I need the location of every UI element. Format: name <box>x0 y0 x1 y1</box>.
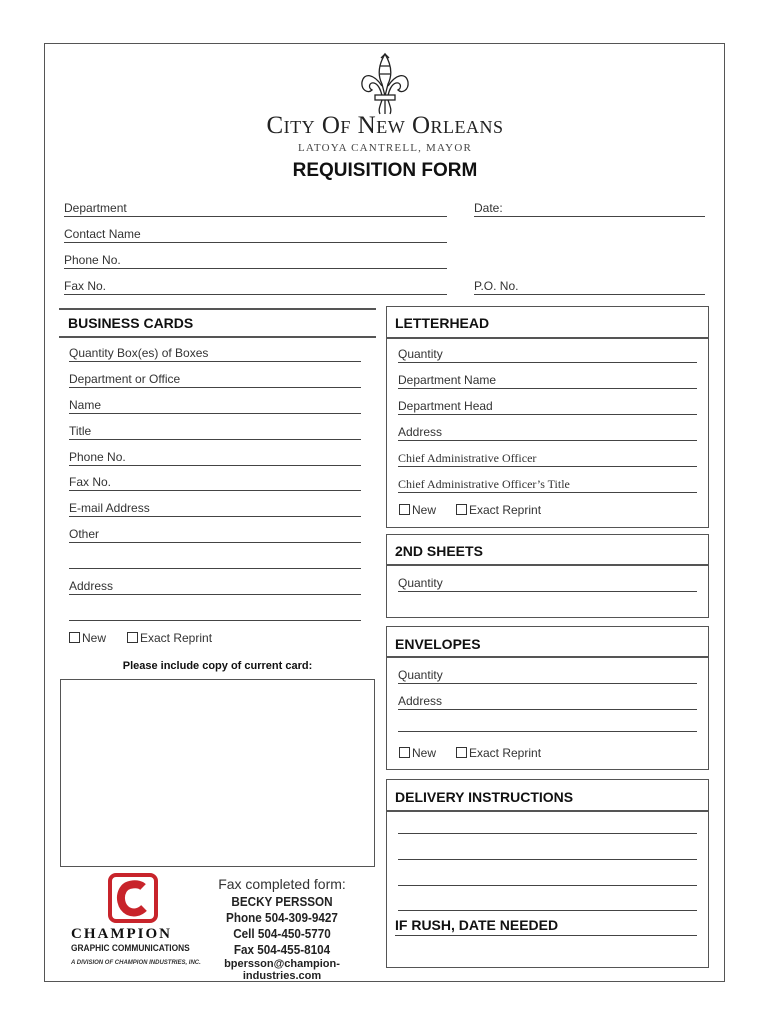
env-reprint-label: Exact Reprint <box>469 746 542 760</box>
checkbox-icon <box>69 632 80 643</box>
env-address-field[interactable] <box>398 694 697 710</box>
business-cards-rule-bottom <box>59 336 376 338</box>
card-copy-box[interactable] <box>60 679 375 867</box>
checkbox-icon <box>127 632 138 643</box>
fax-field[interactable] <box>64 279 447 295</box>
letterhead-box <box>386 306 709 528</box>
contact-name-field[interactable] <box>64 227 447 243</box>
fleur-de-lis-icon <box>358 52 412 116</box>
checkbox-icon <box>456 504 467 515</box>
lh-cao-field[interactable] <box>398 451 697 467</box>
letterhead-title: LETTERHEAD <box>395 315 490 331</box>
rush-date-label: IF RUSH, DATE NEEDED <box>395 917 559 933</box>
contact-email[interactable]: bpersson@champion-industries.com <box>224 958 340 982</box>
phone-field[interactable] <box>64 253 447 269</box>
ss-quantity-field[interactable] <box>398 576 697 592</box>
bc-fax-field[interactable] <box>69 475 361 491</box>
bc-address-line-2[interactable] <box>69 620 361 621</box>
delivery-title: DELIVERY INSTRUCTIONS <box>395 789 574 805</box>
department-field[interactable] <box>64 201 447 217</box>
lh-reprint-label: Exact Reprint <box>469 503 542 517</box>
bc-other-line-2[interactable] <box>69 568 361 569</box>
lh-reprint-checkbox[interactable] <box>456 503 541 517</box>
env-new-checkbox[interactable] <box>399 746 436 760</box>
env-quantity-field[interactable] <box>398 668 697 684</box>
business-cards-title: BUSINESS CARDS <box>68 315 194 331</box>
env-new-label: New <box>412 746 437 760</box>
lh-department-label: Department Name <box>398 373 497 387</box>
ss-quantity-label: Quantity <box>398 576 443 590</box>
env-address-label: Address <box>398 694 443 708</box>
lh-address-label: Address <box>398 425 443 439</box>
date-label: Date: <box>474 201 503 215</box>
champion-logo-icon <box>107 872 159 924</box>
delivery-line-4[interactable] <box>398 910 697 911</box>
contact-phone: Phone 504-309-9427 <box>226 910 338 925</box>
letterhead-rule <box>386 337 709 339</box>
bc-name-label: Name <box>69 398 102 412</box>
lh-head-field[interactable] <box>398 399 697 415</box>
bc-title-label: Title <box>69 424 92 438</box>
lh-cao-label: Chief Administrative Officer <box>398 451 537 465</box>
bc-title-field[interactable] <box>69 424 361 440</box>
bc-other-field[interactable] <box>69 527 361 543</box>
delivery-box <box>386 779 709 968</box>
envelopes-title: ENVELOPES <box>395 636 481 652</box>
lh-head-label: Department Head <box>398 399 493 413</box>
bc-department-label: Department or Office <box>69 372 181 386</box>
second-sheets-rule <box>386 564 709 566</box>
champion-subtitle: GRAPHIC COMMUNICATIONS <box>71 943 190 954</box>
bc-name-field[interactable] <box>69 398 361 414</box>
env-address-line-2[interactable] <box>398 731 697 732</box>
contact-cell: Cell 504-450-5770 <box>233 926 331 941</box>
form-title: REQUISITION FORM <box>292 160 478 181</box>
checkbox-icon <box>456 747 467 758</box>
contact-name-label: Contact Name <box>64 227 141 241</box>
lh-new-checkbox[interactable] <box>399 503 436 517</box>
champion-name: CHAMPION <box>71 926 172 942</box>
env-quantity-label: Quantity <box>398 668 443 682</box>
po-number-field[interactable] <box>474 279 705 295</box>
bc-phone-label: Phone No. <box>69 450 126 464</box>
date-field[interactable] <box>474 201 705 217</box>
bc-reprint-checkbox[interactable] <box>127 631 212 645</box>
lh-new-label: New <box>412 503 437 517</box>
bc-department-field[interactable] <box>69 372 361 388</box>
env-reprint-checkbox[interactable] <box>456 746 541 760</box>
bc-address-field[interactable] <box>69 579 361 595</box>
lh-cao-title-field[interactable] <box>398 477 697 493</box>
bc-quantity-field[interactable] <box>69 346 361 362</box>
department-label: Department <box>64 201 127 215</box>
lh-address-field[interactable] <box>398 425 697 441</box>
bc-reprint-label: Exact Reprint <box>140 631 213 645</box>
business-cards-rule-top <box>59 308 376 310</box>
include-card-note: Please include copy of current card: <box>122 660 313 672</box>
city-name: City Of New Orleans <box>266 112 504 139</box>
delivery-rule <box>386 810 709 812</box>
bc-quantity-label: Quantity Box(es) of Boxes <box>69 346 209 360</box>
phone-label: Phone No. <box>64 253 121 267</box>
bc-address-label: Address <box>69 579 114 593</box>
mayor-name: LATOYA CANTRELL, MAYOR <box>298 142 472 154</box>
champion-division: A DIVISION OF CHAMPION INDUSTRIES, INC. <box>71 960 201 966</box>
fax-label: Fax No. <box>64 279 107 293</box>
envelopes-rule <box>386 656 709 658</box>
lh-quantity-label: Quantity <box>398 347 443 361</box>
bc-new-checkbox[interactable] <box>69 631 106 645</box>
delivery-line-1[interactable] <box>398 833 697 834</box>
contact-fax: Fax 504-455-8104 <box>233 942 331 957</box>
bc-fax-label: Fax No. <box>69 475 112 489</box>
lh-quantity-field[interactable] <box>398 347 697 363</box>
bc-email-label: E-mail Address <box>69 501 150 515</box>
contact-name: BECKY PERSSON <box>231 894 333 909</box>
second-sheets-title: 2ND SHEETS <box>395 543 483 559</box>
bc-new-label: New <box>82 631 107 645</box>
delivery-line-3[interactable] <box>398 885 697 886</box>
delivery-line-2[interactable] <box>398 859 697 860</box>
fax-heading: Fax completed form: <box>218 876 346 892</box>
checkbox-icon <box>399 504 410 515</box>
lh-department-field[interactable] <box>398 373 697 389</box>
lh-cao-title-label: Chief Administrative Officer’s Title <box>398 477 570 491</box>
bc-other-label: Other <box>69 527 100 541</box>
bc-phone-field[interactable] <box>69 450 361 466</box>
po-number-label: P.O. No. <box>474 279 519 293</box>
rush-date-field[interactable] <box>395 917 697 936</box>
bc-email-field[interactable] <box>69 501 361 517</box>
checkbox-icon <box>399 747 410 758</box>
